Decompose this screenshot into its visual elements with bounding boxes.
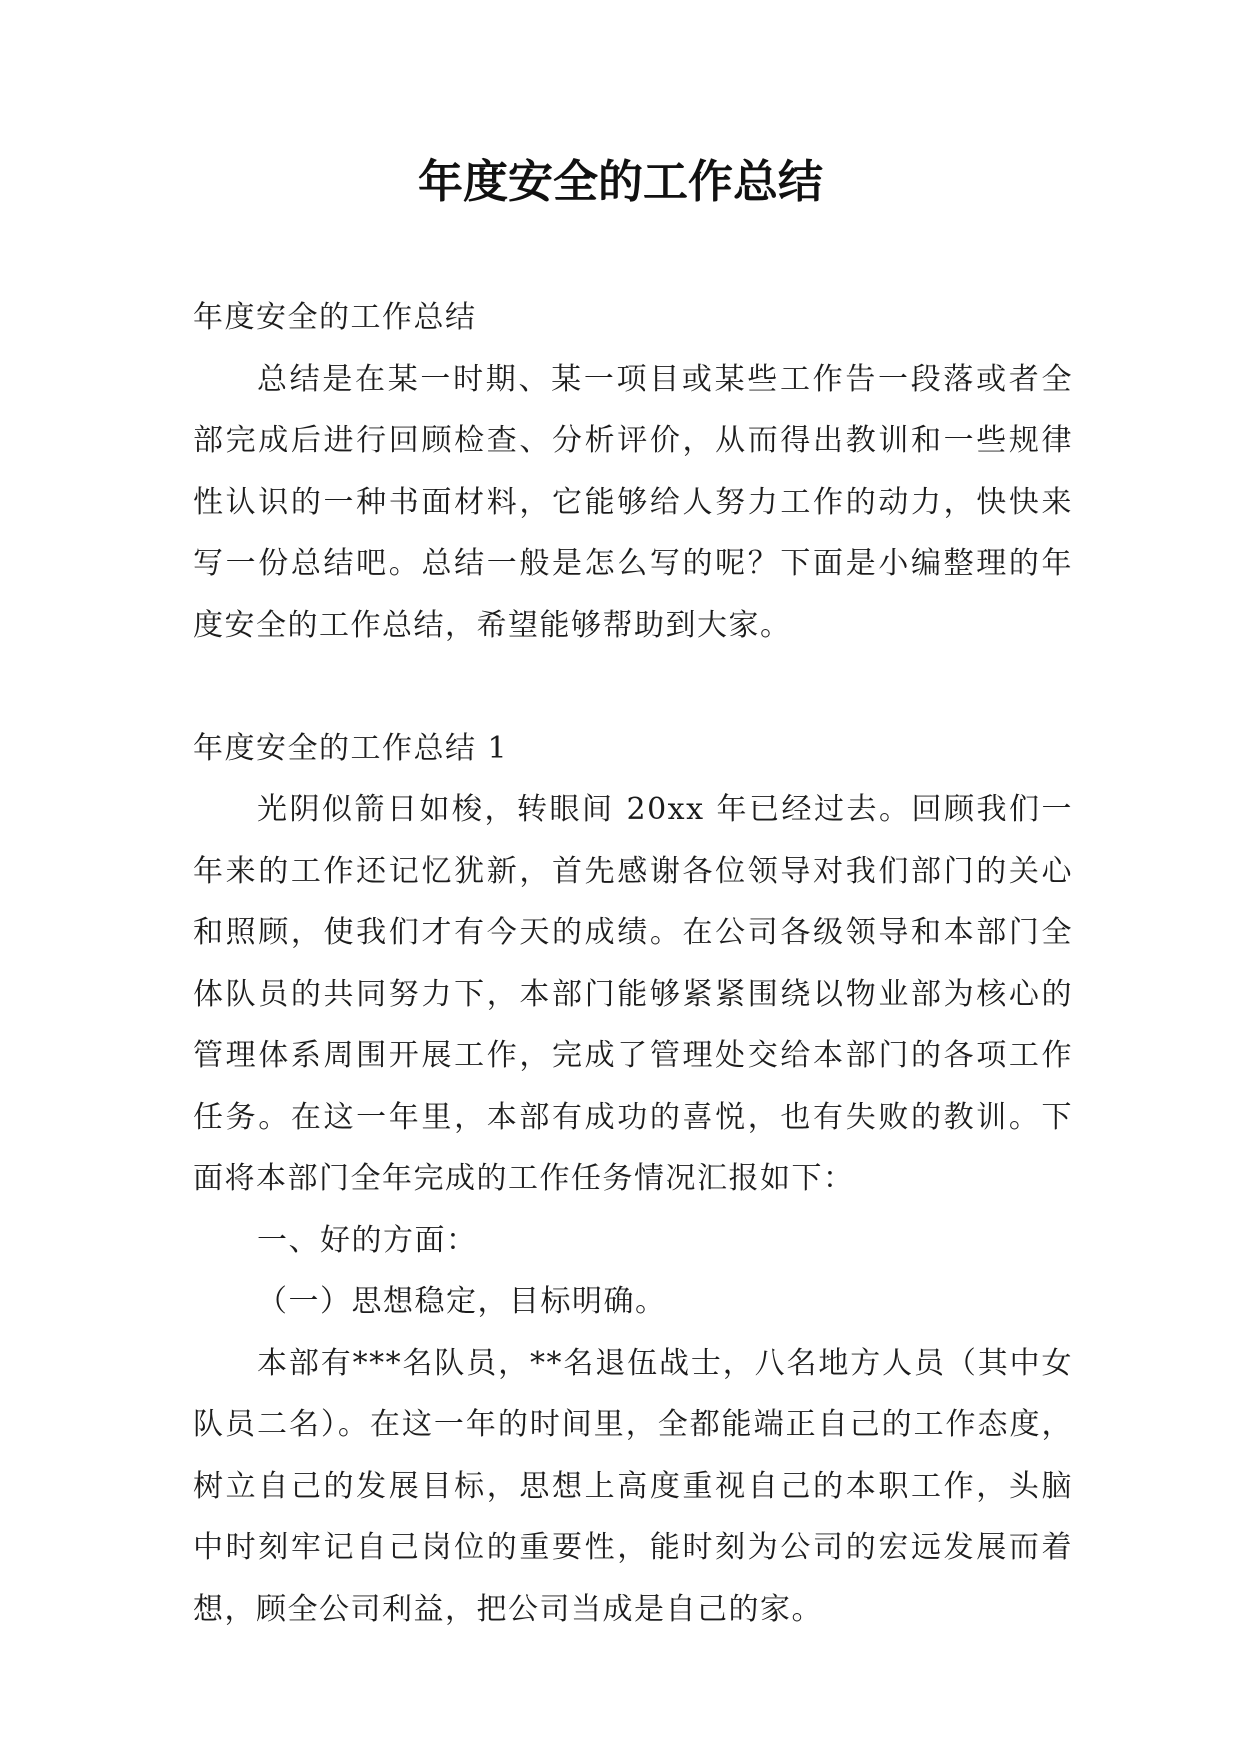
point-heading: 一、好的方面：: [257, 1222, 478, 1258]
point-subheading: （一）思想稳定，目标明确。: [257, 1284, 667, 1319]
section-heading: 年度安全的工作总结 1: [193, 730, 509, 766]
document-title: 年度安全的工作总结: [417, 155, 823, 208]
point-paragraph: 本部有***名队员，**名退伍战士，八名地方人员（其中女队员二名）。在这一年的时间里，全都能端正自己的工作态度，树立自己的发展目标，思想上高度重视自己的本职工作，头脑中时刻牢记自己岗位的重要性，能时刻为公司的宏远发展而着想，顾全公司利益，把公司当成是自己的家。: [193, 1345, 1073, 1627]
intro-paragraph: 总结是在某一时期、某一项目或某些工作告一段落或者全部完成后进行回顾检查、分析评价，从而得出教训和一些规律性认识的一种书面材料，它能够给人努力工作的动力，快快来写一份总结吧。总结一般是怎么写的呢？下面是小编整理的年度安全的工作总结，希望能够帮助到大家。: [193, 361, 1073, 643]
document-body: [193, 287, 1073, 1640]
section-paragraph: 光阴似箭日如梭，转眼间 20xx 年已经过去。回顾我们一年来的工作还记忆犹新，首先感谢各位领导对我们部门的关心和照顾，使我们才有今天的成绩。在公司各级领导和本部门全体队员的共同努力下，本部门能够紧紧围绕以物业部为核心的管理体系周围开展工作，完成了管理处交给本部门的各项工作任务。在这一年里，本部有成功的喜悦，也有失败的教训。下面将本部门全年完成的工作任务情况汇报如下：: [193, 792, 1073, 1196]
paragraph-spacer: [193, 656, 1073, 718]
document-subtitle: 年度安全的工作总结: [193, 300, 477, 335]
